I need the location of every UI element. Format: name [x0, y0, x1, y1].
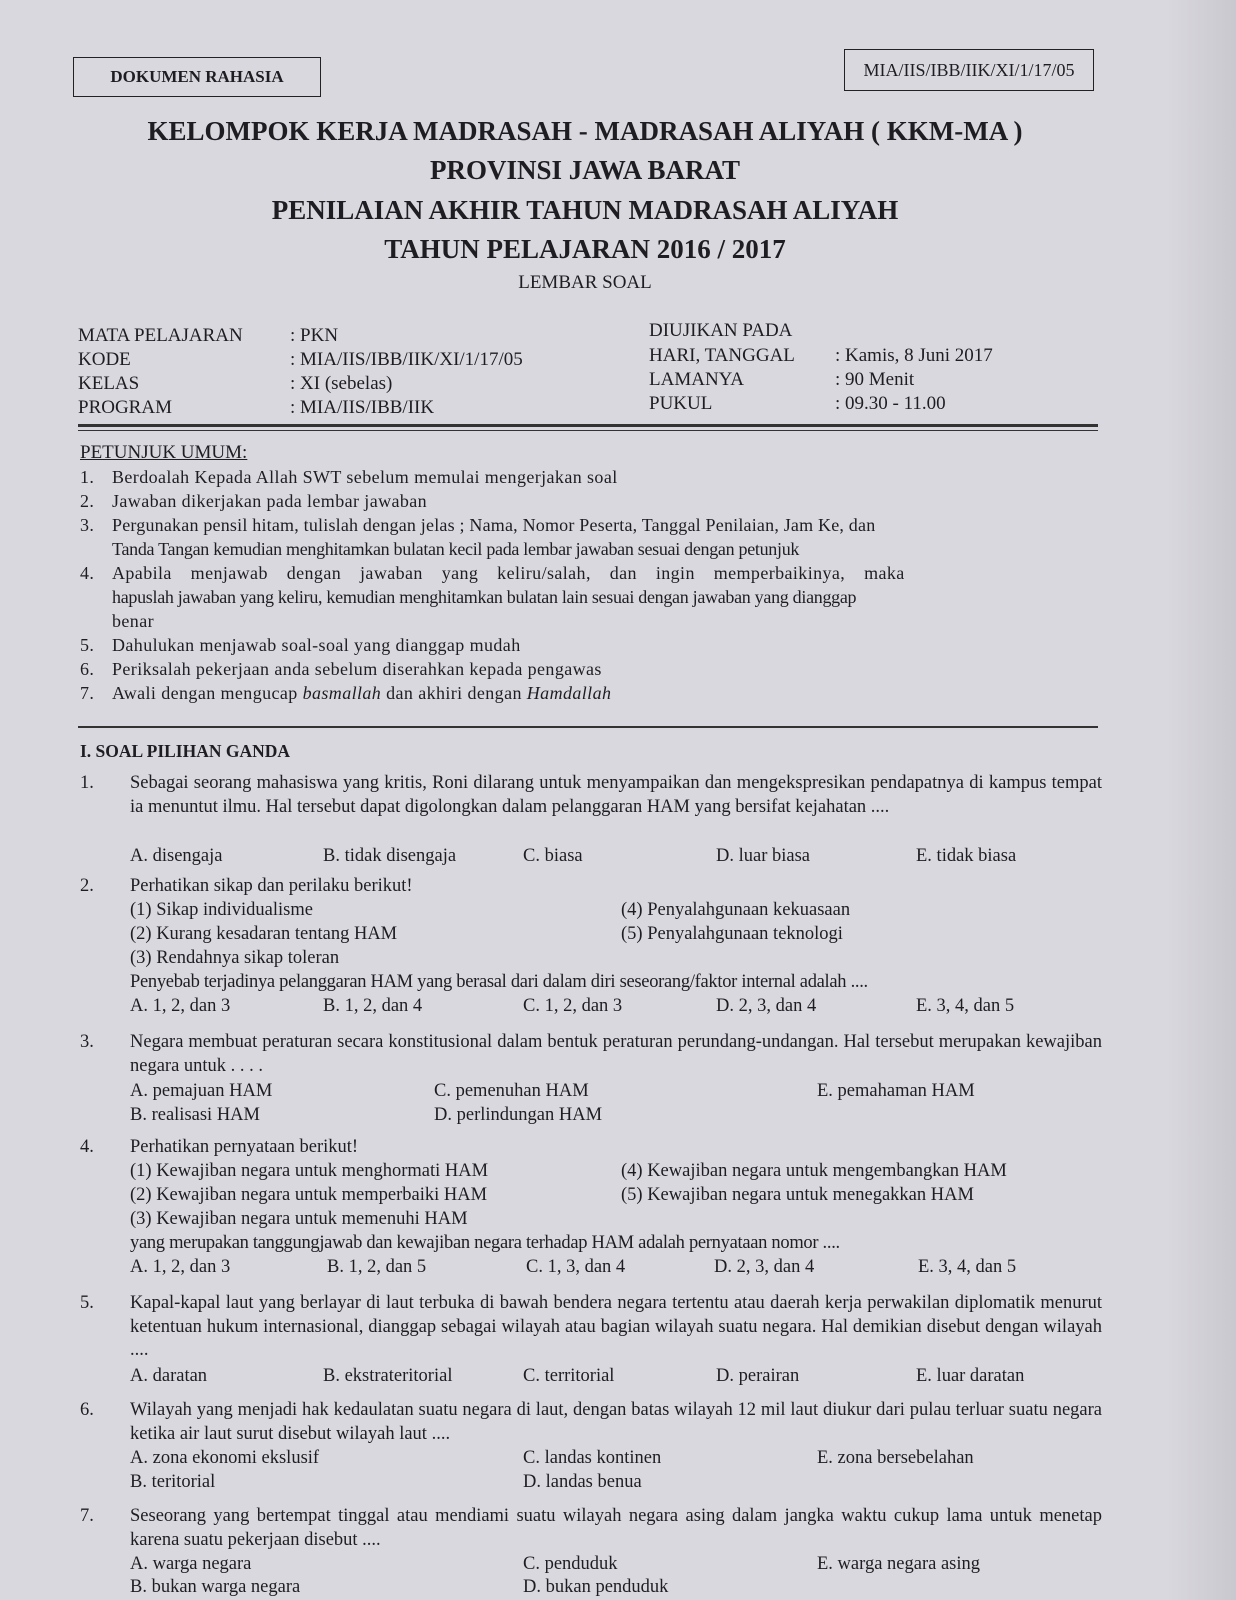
- statement-4-5: (5) Kewajiban negara untuk menegakkan HAM: [621, 1185, 974, 1205]
- meta-label-time: PUKUL: [649, 393, 713, 414]
- option-2a[interactable]: A. 1, 2, dan 3: [130, 996, 231, 1016]
- option-1c[interactable]: C. biasa: [523, 846, 583, 866]
- statement-2-4: (4) Penyalahgunaan kekuasaan: [621, 900, 851, 920]
- option-7b[interactable]: B. bukan warga negara: [130, 1577, 301, 1597]
- option-7a[interactable]: A. warga negara: [130, 1554, 252, 1574]
- option-3b[interactable]: B. realisasi HAM: [130, 1105, 260, 1125]
- option-1b[interactable]: B. tidak disengaja: [323, 846, 457, 866]
- option-1d[interactable]: D. luar biasa: [716, 846, 811, 866]
- meta-value-code: : MIA/IIS/IBB/IIK/XI/1/17/05: [290, 349, 523, 370]
- option-5d[interactable]: D. perairan: [716, 1366, 800, 1386]
- meta-label-subject: MATA PELAJARAN: [78, 325, 243, 346]
- question-2-text: Perhatikan sikap dan perilaku berikut!: [130, 876, 413, 896]
- question-4-text: Perhatikan pernyataan berikut!: [130, 1137, 359, 1157]
- section-divider: [78, 726, 1098, 728]
- option-6d[interactable]: D. landas benua: [523, 1472, 642, 1492]
- meta-label-program: PROGRAM: [78, 397, 172, 418]
- question-5-text: Kapal-kapal laut yang berlayar di laut terbuka di bawah bendera negara tertentu atau daerah kerja perwakilan diplomatik menurut ketentuan hukum internasional, dianggap sebagai wilayah atau bagian wilayah suatu negara. Hal demikian disebut dengan wilayah ....: [130, 1293, 1102, 1360]
- title-line-2: PROVINSI JAWA BARAT: [429, 155, 741, 185]
- option-3d[interactable]: D. perlindungan HAM: [434, 1105, 603, 1125]
- question-5: 5. Kapal-kapal laut yang berlayar di laut terbuka di bawah bendera negara tertentu atau daerah kerja perwakilan diplomatik menurut ketentuan hukum internasional, dianggap sebagai wilayah atau bagian wilayah suatu negara. Hal demikian disebut dengan wilayah .... A. daratan B. ekstrateritorial C. territorial D. perairan E. luar daratan: [80, 1292, 1100, 1387]
- secret-label-box: [73, 57, 321, 97]
- meta-label-code: KODE: [78, 349, 131, 370]
- doc-code: MIA/IIS/IBB/IIK/XI/1/17/05: [863, 60, 1075, 80]
- divider-thin: [78, 430, 1098, 431]
- section-title: I. SOAL PILIHAN GANDA: [80, 741, 291, 761]
- question-6-text: Wilayah yang menjadi hak kedaulatan suatu negara di laut, dengan batas wilayah 12 mil laut diukur dari pulau terluar suatu negara ketika air laut surut disebut wilayah laut ....: [130, 1400, 1102, 1444]
- title-line-3: PENILAIAN AKHIR TAHUN MADRASAH ALIYAH: [271, 195, 899, 225]
- question-7-text: Seseorang yang bertempat tinggal atau mendiami suatu wilayah negara asing dalam jangka waktu cukup lama untuk menetap karena suatu pekerjaan disebut ....: [130, 1506, 1102, 1550]
- question-3: 3. Negara membuat peraturan secara konstitusional dalam bentuk peraturan perundang-undangan. Hal tersebut merupakan kewajiban negara untuk . . . . A. pemajuan HAM B. realisasi HAM C. pemenuhan HAM D. perlindungan HAM E. pemahaman HAM: [80, 1031, 1100, 1126]
- instructions-heading: PETUNJUK UMUM:: [80, 442, 248, 463]
- statement-4-2: (2) Kewajiban negara untuk memperbaiki HAM: [130, 1185, 488, 1205]
- option-1e[interactable]: E. tidak biasa: [916, 846, 1017, 866]
- option-2e[interactable]: E. 3, 4, dan 5: [916, 996, 1015, 1016]
- meta-value-class: : XI (sebelas): [290, 373, 393, 394]
- option-6c[interactable]: C. landas kontinen: [523, 1448, 662, 1468]
- question-1-text: Sebagai seorang mahasiswa yang kritis, Roni dilarang untuk menyampaikan dan mengekspresikan pendapatnya di kampus tempat ia menuntut ilmu. Hal tersebut dapat digolongkan dalam pelanggaran HAM yang bersifat kejahatan ....: [130, 773, 1102, 817]
- question-6: 6. Wilayah yang menjadi hak kedaulatan suatu negara di laut, dengan batas wilayah 12 mil laut diukur dari pulau terluar suatu negara ketika air laut surut disebut wilayah laut .... A. zona ekonomi ekslusif B. teritorial C. landas kontinen D. landas benua E. zona bersebelahan: [80, 1399, 1100, 1494]
- meta-value-date: : Kamis, 8 Juni 2017: [835, 345, 993, 366]
- option-1a[interactable]: A. disengaja: [130, 846, 223, 866]
- option-4d[interactable]: D. 2, 3, dan 4: [714, 1257, 815, 1277]
- option-3a[interactable]: A. pemajuan HAM: [130, 1081, 273, 1101]
- statement-2-2: (2) Kurang kesadaran tentang HAM: [130, 924, 398, 944]
- question-4: 4. Perhatikan pernyataan berikut! (1) Kewajiban negara untuk menghormati HAM (2) Kewajiban negara untuk memperbaiki HAM (3) Kewajiban negara untuk memenuhi HAM (4) Kewajiban negara untuk mengembangkan HAM (5) Kewajiban negara untuk menegakkan HAM yang merupakan tanggungjawab dan kewajiban negara terhadap HAM adalah pernyataan nomor .... A. 1, 2, dan 3 B. 1, 2, dan 5 C. 1, 3, dan 4 D. 2, 3, dan 4 E. 3, 4, dan 5: [80, 1136, 1100, 1286]
- general-instructions: PETUNJUK UMUM: 1. Berdoalah Kepada Allah SWT sebelum memulai mengerjakan soal 2. Jawaban dikerjakan pada lembar jawaban 3. Pergunakan pensil hitam, tulislah dengan jelas ; Nama, Nomor Peserta, Tanggal Penilaian, Jam Ke, dan Tanda Tangan kemudian menghitamkan bulatan kecil pada lembar jawaban sesuai dengan petunjuk 4. Apabila menjawab dengan jawaban yang keliru/salah, dan ingin memperbaikinya, maka hapuslah jawaban yang keliru, kemudian menghitamkan bulatan lain sesuai dengan jawaban yang dianggap benar 5. Dahulukan menjawab soal-soal yang dianggap mudah 6. Periksalah pekerjaan anda sebelum diserahkan kepada pengawas 7. Awali dengan mengucap basmallah dan akhiri dengan Hamdallah: [80, 442, 905, 703]
- meta-value-subject: : PKN: [290, 325, 339, 346]
- option-6e[interactable]: E. zona bersebelahan: [817, 1448, 974, 1468]
- option-7c[interactable]: C. penduduk: [523, 1554, 618, 1574]
- doc-code-box: [844, 49, 1094, 91]
- question-2-prompt: Penyebab terjadinya pelanggaran HAM yang berasal dari dalam diri seseorang/faktor internal adalah ....: [130, 972, 868, 992]
- meta-label-date: HARI, TANGGAL: [649, 345, 795, 366]
- option-3e[interactable]: E. pemahaman HAM: [817, 1081, 975, 1101]
- title-line-1: KELOMPOK KERJA MADRASAH - MADRASAH ALIYAH ( KKM-MA ): [147, 116, 1023, 146]
- divider-thick: [78, 424, 1098, 427]
- option-5a[interactable]: A. daratan: [130, 1366, 208, 1386]
- secret-label: DOKUMEN RAHASIA: [110, 67, 284, 86]
- question-1: 1. Sebagai seorang mahasiswa yang kritis, Roni dilarang untuk menyampaikan dan mengekspresikan pendapatnya di kampus tempat ia menuntut ilmu. Hal tersebut dapat digolongkan dalam pelanggaran HAM yang bersifat kejahatan .... A. disengaja B. tidak disengaja C. biasa D. luar biasa E. tidak biasa: [80, 772, 1100, 867]
- option-7d[interactable]: D. bukan penduduk: [523, 1577, 669, 1597]
- question-7: 7. Seseorang yang bertempat tinggal atau mendiami suatu wilayah negara asing dalam jangka waktu cukup lama untuk menetap karena suatu pekerjaan disebut .... A. warga negara B. bukan warga negara C. penduduk D. bukan penduduk E. warga negara asing: [80, 1505, 1100, 1600]
- title-line-4: TAHUN PELAJARAN 2016 / 2017: [384, 234, 786, 264]
- option-5b[interactable]: B. ekstrateritorial: [323, 1366, 453, 1386]
- option-4a[interactable]: A. 1, 2, dan 3: [130, 1257, 231, 1277]
- option-6b[interactable]: B. teritorial: [130, 1472, 216, 1492]
- statement-2-5: (5) Penyalahgunaan teknologi: [621, 924, 843, 944]
- meta-value-duration: : 90 Menit: [835, 369, 915, 390]
- question-4-prompt: yang merupakan tanggungjawab dan kewajiban negara terhadap HAM adalah pernyataan nomor ....: [130, 1233, 840, 1253]
- question-3-text: Negara membuat peraturan secara konstitusional dalam bentuk peraturan perundang-undangan. Hal tersebut merupakan kewajiban negara untuk . . . .: [130, 1032, 1102, 1076]
- subtitle: LEMBAR SOAL: [518, 272, 652, 293]
- option-4c[interactable]: C. 1, 3, dan 4: [526, 1257, 626, 1277]
- option-4b[interactable]: B. 1, 2, dan 5: [327, 1257, 427, 1277]
- page-shadow-edge: [1166, 0, 1236, 1600]
- meta-value-program: : MIA/IIS/IBB/IIK: [290, 397, 435, 418]
- option-7e[interactable]: E. warga negara asing: [817, 1554, 981, 1574]
- statement-2-3: (3) Rendahnya sikap toleran: [130, 948, 340, 968]
- option-2c[interactable]: C. 1, 2, dan 3: [523, 996, 623, 1016]
- option-2d[interactable]: D. 2, 3, dan 4: [716, 996, 817, 1016]
- option-4e[interactable]: E. 3, 4, dan 5: [918, 1257, 1017, 1277]
- question-2: 2. Perhatikan sikap dan perilaku berikut! (1) Sikap individualisme (2) Kurang kesadaran tentang HAM (3) Rendahnya sikap toleran (4) Penyalahgunaan kekuasaan (5) Penyalahgunaan teknologi Penyebab terjadinya pelanggaran HAM yang berasal dari dalam diri seseorang/faktor internal adalah .... A. 1, 2, dan 3 B. 1, 2, dan 4 C. 1, 2, dan 3 D. 2, 3, dan 4 E. 3, 4, dan 5: [80, 875, 1100, 1025]
- statement-4-4: (4) Kewajiban negara untuk mengembangkan HAM: [621, 1161, 1007, 1181]
- hamdallah-italic: Hamdallah: [526, 683, 612, 703]
- statement-4-1: (1) Kewajiban negara untuk menghormati HAM: [130, 1161, 489, 1181]
- meta-value-time: : 09.30 - 11.00: [835, 393, 946, 414]
- option-5c[interactable]: C. territorial: [523, 1366, 615, 1386]
- option-5e[interactable]: E. luar daratan: [916, 1366, 1025, 1386]
- statement-2-1: (1) Sikap individualisme: [130, 900, 313, 920]
- meta-label-duration: LAMANYA: [649, 369, 744, 390]
- option-3c[interactable]: C. pemenuhan HAM: [434, 1081, 589, 1101]
- meta-right-heading: DIUJIKAN PADA: [649, 320, 793, 341]
- statement-4-3: (3) Kewajiban negara untuk memenuhi HAM: [130, 1209, 468, 1229]
- option-2b[interactable]: B. 1, 2, dan 4: [323, 996, 423, 1016]
- option-6a[interactable]: A. zona ekonomi ekslusif: [130, 1448, 320, 1468]
- meta-label-class: KELAS: [78, 373, 140, 394]
- basmallah-italic: basmallah: [302, 683, 382, 703]
